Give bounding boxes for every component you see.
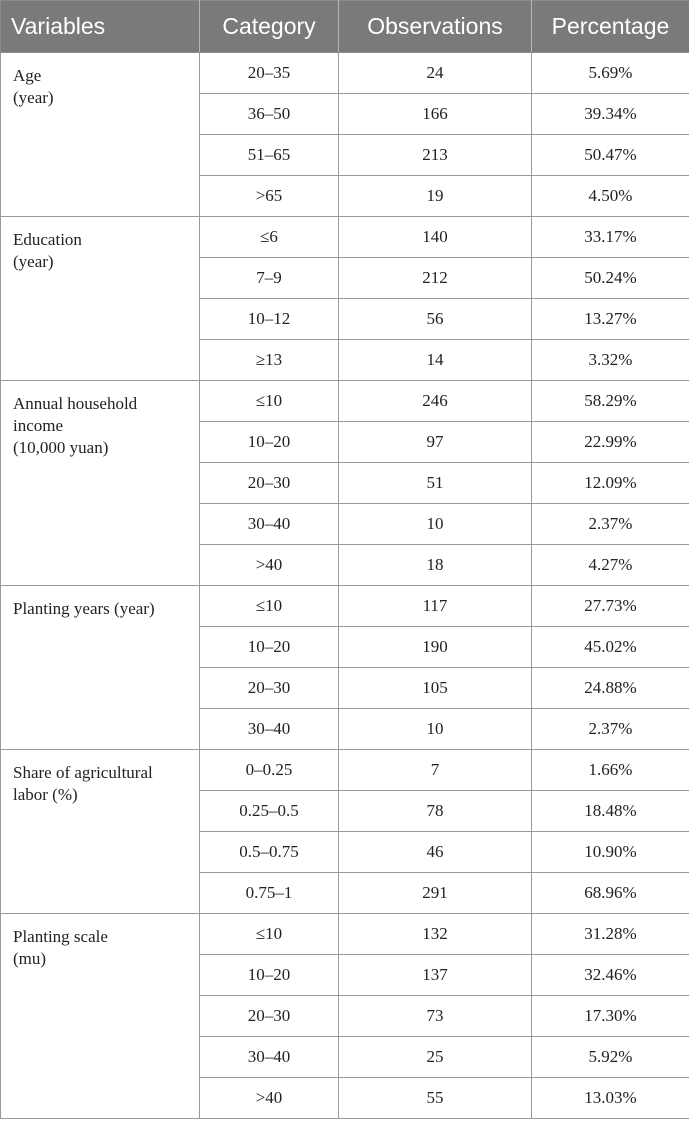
category-cell: ≤10 (200, 586, 339, 627)
observations-cell: 19 (339, 176, 532, 217)
percentage-cell: 58.29% (532, 381, 689, 422)
category-cell: 0.25–0.5 (200, 791, 339, 832)
observations-cell: 132 (339, 914, 532, 955)
category-cell: ≤10 (200, 914, 339, 955)
table-row (1, 914, 689, 955)
percentage-cell: 2.37% (532, 709, 689, 750)
category-cell: >40 (200, 1078, 339, 1119)
observations-cell: 137 (339, 955, 532, 996)
category-cell: 0.75–1 (200, 873, 339, 914)
header-observations: Observations (339, 1, 532, 53)
header-variables: Variables (1, 1, 200, 53)
table-row (1, 53, 689, 94)
percentage-cell: 22.99% (532, 422, 689, 463)
category-cell: 30–40 (200, 709, 339, 750)
observations-cell: 97 (339, 422, 532, 463)
percentage-cell: 45.02% (532, 627, 689, 668)
variable-cell: Planting scale (mu) (1, 914, 200, 1119)
percentage-cell: 3.32% (532, 340, 689, 381)
category-cell: 10–12 (200, 299, 339, 340)
category-cell: 7–9 (200, 258, 339, 299)
percentage-cell: 24.88% (532, 668, 689, 709)
observations-cell: 105 (339, 668, 532, 709)
observations-cell: 10 (339, 709, 532, 750)
percentage-cell: 39.34% (532, 94, 689, 135)
percentage-cell: 32.46% (532, 955, 689, 996)
percentage-cell: 31.28% (532, 914, 689, 955)
variable-cell: Planting years (year) (1, 586, 200, 750)
observations-cell: 55 (339, 1078, 532, 1119)
category-cell: 20–30 (200, 463, 339, 504)
category-cell: >65 (200, 176, 339, 217)
observations-cell: 117 (339, 586, 532, 627)
observations-cell: 246 (339, 381, 532, 422)
category-cell: 30–40 (200, 504, 339, 545)
table-row (1, 217, 689, 258)
observations-cell: 51 (339, 463, 532, 504)
category-cell: ≥13 (200, 340, 339, 381)
table-row (1, 750, 689, 791)
category-cell: 20–30 (200, 668, 339, 709)
percentage-cell: 50.47% (532, 135, 689, 176)
percentage-cell: 13.03% (532, 1078, 689, 1119)
variable-cell: Annual household income (10,000 yuan) (1, 381, 200, 586)
header-row (1, 1, 689, 53)
category-cell: 10–20 (200, 422, 339, 463)
observations-cell: 10 (339, 504, 532, 545)
percentage-cell: 4.50% (532, 176, 689, 217)
header-category: Category (200, 1, 339, 53)
category-cell: >40 (200, 545, 339, 586)
category-cell: 51–65 (200, 135, 339, 176)
percentage-cell: 50.24% (532, 258, 689, 299)
variable-cell: Share of agricultural labor (%) (1, 750, 200, 914)
observations-cell: 7 (339, 750, 532, 791)
category-cell: 0–0.25 (200, 750, 339, 791)
variable-cell: Education (year) (1, 217, 200, 381)
percentage-cell: 17.30% (532, 996, 689, 1037)
category-cell: 20–30 (200, 996, 339, 1037)
percentage-cell: 27.73% (532, 586, 689, 627)
table-row (1, 381, 689, 422)
category-cell: 20–35 (200, 53, 339, 94)
percentage-cell: 2.37% (532, 504, 689, 545)
category-cell: 0.5–0.75 (200, 832, 339, 873)
category-cell: ≤6 (200, 217, 339, 258)
percentage-cell: 13.27% (532, 299, 689, 340)
observations-cell: 78 (339, 791, 532, 832)
percentage-cell: 68.96% (532, 873, 689, 914)
percentage-cell: 5.92% (532, 1037, 689, 1078)
observations-cell: 14 (339, 340, 532, 381)
observations-cell: 213 (339, 135, 532, 176)
table-row (1, 586, 689, 627)
observations-cell: 18 (339, 545, 532, 586)
table-header (1, 1, 689, 53)
percentage-cell: 5.69% (532, 53, 689, 94)
header-percentage: Percentage (532, 1, 689, 53)
observations-cell: 73 (339, 996, 532, 1037)
percentage-cell: 12.09% (532, 463, 689, 504)
variable-cell: Age (year) (1, 53, 200, 217)
observations-cell: 166 (339, 94, 532, 135)
percentage-cell: 4.27% (532, 545, 689, 586)
observations-cell: 46 (339, 832, 532, 873)
category-cell: ≤10 (200, 381, 339, 422)
percentage-cell: 33.17% (532, 217, 689, 258)
table-body (1, 53, 689, 1119)
observations-cell: 56 (339, 299, 532, 340)
category-cell: 36–50 (200, 94, 339, 135)
observations-cell: 190 (339, 627, 532, 668)
category-cell: 10–20 (200, 955, 339, 996)
category-cell: 10–20 (200, 627, 339, 668)
observations-cell: 140 (339, 217, 532, 258)
observations-cell: 212 (339, 258, 532, 299)
category-cell: 30–40 (200, 1037, 339, 1078)
observations-cell: 25 (339, 1037, 532, 1078)
percentage-cell: 18.48% (532, 791, 689, 832)
percentage-cell: 1.66% (532, 750, 689, 791)
observations-cell: 24 (339, 53, 532, 94)
percentage-cell: 10.90% (532, 832, 689, 873)
observations-cell: 291 (339, 873, 532, 914)
